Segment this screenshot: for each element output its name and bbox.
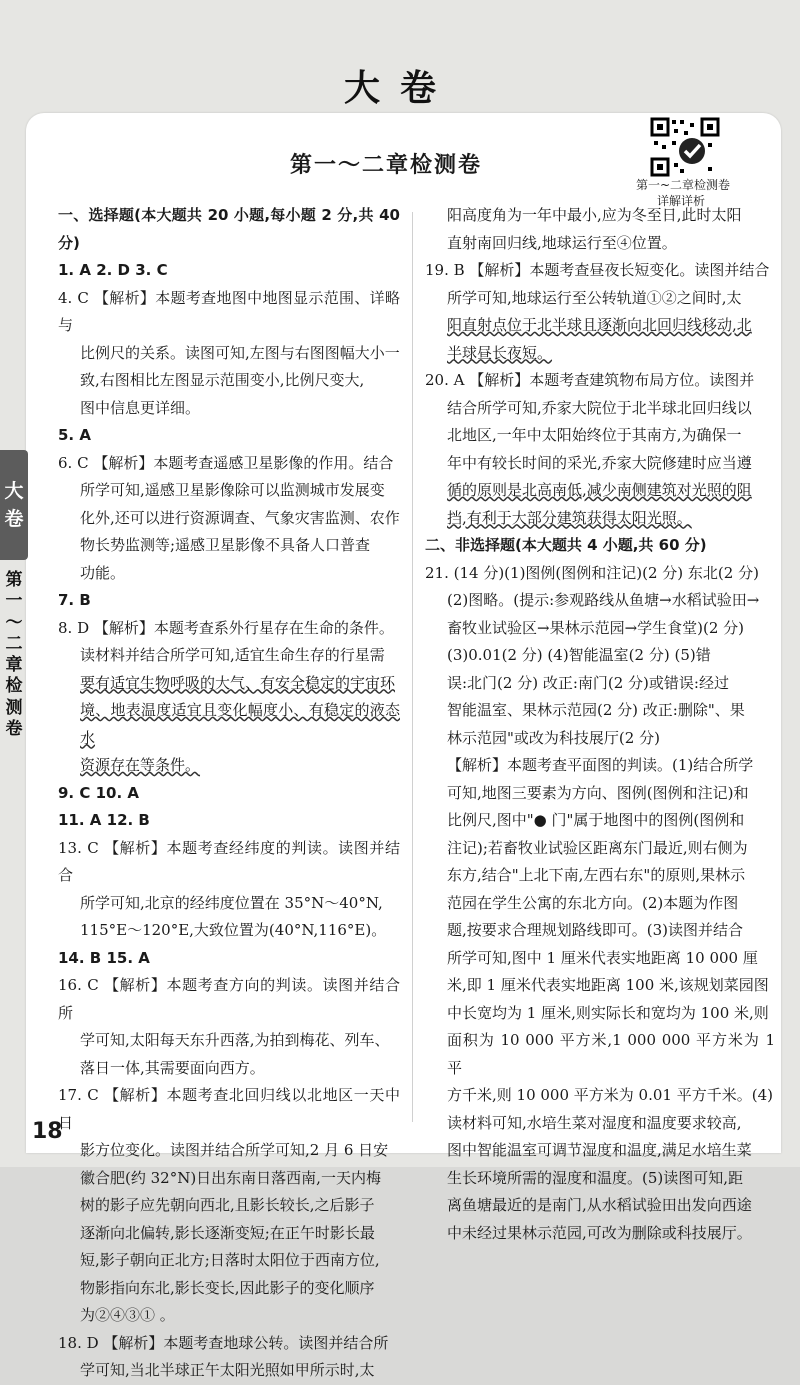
answer-line: 落日一体,其需要面向西方。 — [80, 1058, 265, 1077]
answer-line: 比例尺的关系。读图可知,左图与右图图幅大小一 — [80, 343, 400, 362]
answer-line-underlined: 资源存在等条件。 — [80, 756, 201, 774]
page-number: 18 — [32, 1119, 63, 1144]
answer-line: 所学可知,图中 1 厘米代表实地距离 10 000 厘 — [447, 948, 758, 967]
answer-line: 题,按要求合理规划路线即可。(3)读图并结合 — [447, 921, 744, 939]
side-tab-bottom: 卷 — [4, 508, 24, 530]
answer-line: 所学可知,地球运行至公转轨道①②之间时,太 — [447, 288, 742, 307]
answer-line: 误:北门(2 分) 改正:南门(2 分)或错误:经过 — [447, 673, 729, 692]
answer-line: 化外,还可以进行资源调查、气象灾害监测、农作 — [80, 508, 400, 527]
answer-line: 逐渐向北偏转,影长逐渐变短;在正午时影长最 — [80, 1223, 375, 1242]
qr-sublabel: 详解详析 — [657, 194, 706, 208]
answer-line: 115°E～120°E,大致位置为(40°N,116°E)。 — [80, 921, 387, 939]
answer-line: 畜牧业试验区→果林示范园→学生食堂)(2 分) — [447, 618, 745, 637]
answer-line: 11. A 12. B — [58, 811, 150, 829]
answer-line: 图中信息更详细。 — [80, 398, 201, 417]
answer-line: 阳高度角为一年中最小,应为冬至日,此时太阳 — [447, 206, 742, 224]
answer-line: 年中有较长时间的采光,乔家大院修建时应当遵 — [447, 453, 752, 472]
answer-line-underlined: 循的原则是北高南低,减少南侧建筑对光照的阻 — [447, 481, 752, 499]
column-divider — [412, 212, 413, 1122]
answer-line: 7. B — [58, 591, 91, 609]
volume-side-tab — [0, 450, 28, 560]
page-title: 第一～二章检测卷 — [290, 153, 483, 178]
answer-line: 东方,结合"上北下南,左西右东"的原则,果林示 — [447, 866, 746, 884]
answer-line: 中未经过果林示范园,可改为删除或科技展厅。 — [447, 1223, 752, 1242]
answer-line: 短,影子朝向正北方;日落时太阳位于西南方位, — [80, 1251, 380, 1269]
answer-line: 19. B 【解析】本题考查昼夜长短变化。读图并结合 — [425, 261, 770, 279]
side-tab-top: 大 — [4, 479, 24, 502]
answer-line: 树的影子应先朝向西北,且影长较长,之后影子 — [80, 1196, 375, 1214]
answer-line: 离鱼塘最近的是南门,从水稻试验田出发向西途 — [447, 1196, 752, 1214]
answer-line: 【解析】本题考查平面图的判读。(1)结合所学 — [447, 756, 754, 774]
answer-line: 结合所学可知,乔家大院位于北半球北回归线以 — [447, 398, 752, 417]
answer-line: (3)0.01(2 分) (4)智能温室(2 分) (5)错 — [447, 646, 711, 664]
answer-line-underlined: 要有适宜生物呼吸的大气、有安全稳定的宇宙环 — [80, 673, 396, 692]
answer-line-underlined: 半球昼长夜短。 — [447, 343, 553, 362]
qr-label: 第一~二章检测卷 — [636, 178, 731, 192]
section-heading: 二、非选择题(本大题共 4 小题,共 60 分) — [425, 536, 707, 554]
answer-line: 比例尺,图中"● 门"属于地图中的图例(图例和 — [447, 811, 745, 829]
answer-line: 米,即 1 厘米代表实地距离 100 米,该规划菜园图 — [447, 976, 769, 994]
answer-line: 直射南回归线,地球运行至④位置。 — [447, 233, 677, 252]
answer-line-underlined: 境、地表温度适宜且变化幅度小、有稳定的液态水 — [80, 701, 400, 747]
answer-line: 智能温室、果林示范园(2 分) 改正:删除"、果 — [447, 701, 745, 719]
answer-line: 中长宽均为 1 厘米,则实际长和宽均为 100 米,则 — [447, 1003, 769, 1022]
answer-line: 所学可知,遥感卫星影像除可以监测城市发展变 — [80, 481, 385, 499]
answer-line: 功能。 — [80, 563, 126, 582]
answer-line: 9. C 10. A — [58, 783, 139, 802]
qr-code-icon[interactable] — [650, 117, 720, 177]
answer-line: 学可知,太阳每天东升西落,为拍到梅花、列车、 — [80, 1031, 390, 1049]
section-heading: 一、选择题(本大题共 20 小题,每小题 2 分,共 40 分) — [58, 206, 400, 252]
left-column — [58, 202, 400, 1385]
answer-line: 方千米,则 10 000 平方米为 0.01 平方千米。(4) — [447, 1086, 773, 1104]
answer-line: 所学可知,北京的经纬度位置在 35°N～40°N, — [80, 893, 383, 912]
answer-line: 徽合肥(约 32°N)日出东南日落西南,一天内梅 — [80, 1168, 381, 1187]
answer-line: 学可知,当北半球正午太阳光照如甲所示时,太 — [80, 1361, 375, 1379]
answer-line: 生长环境所需的湿度和温度。(5)读图可知,距 — [447, 1168, 744, 1187]
answer-line: 影方位变化。读图并结合所学可知,2 月 6 日安 — [80, 1141, 389, 1159]
answer-line: 6. C 【解析】本题考查遥感卫星影像的作用。结合 — [58, 453, 394, 472]
answer-line: 18. D 【解析】本题考查地球公转。读图并结合所 — [58, 1333, 389, 1352]
answer-line: 8. D 【解析】本题考查系外行星存在生命的条件。 — [58, 618, 394, 637]
answer-line: 物长势监测等;遥感卫星影像不具备人口普查 — [80, 536, 371, 554]
right-column — [425, 202, 775, 1247]
answer-line: 为②④③① 。 — [80, 1306, 175, 1324]
answer-line: 致,右图相比左图显示范围变小,比例尺变大, — [80, 371, 365, 389]
answer-line: 1. A 2. D 3. C — [58, 261, 168, 279]
answer-line: 林示范园"或改为科技展厅(2 分) — [447, 728, 660, 747]
answer-line: 13. C 【解析】本题考查经纬度的判读。读图并结合 — [58, 838, 400, 884]
answer-line: 21. (14 分)(1)图例(图例和注记)(2 分) 东北(2 分) — [425, 563, 759, 582]
volume-title: 大卷 — [343, 68, 456, 109]
answer-line: 北地区,一年中太阳始终位于其南方,为确保一 — [447, 426, 742, 444]
answer-line: 5. A — [58, 426, 91, 444]
answer-line: 图中智能温室可调节湿度和温度,满足水培生菜 — [447, 1141, 752, 1159]
answer-line-underlined: 挡,有利于大部分建筑获得太阳光照。 — [447, 508, 692, 527]
answer-line: 20. A 【解析】本题考查建筑物布局方位。读图并 — [425, 371, 755, 389]
answer-line: 物影指向东北,影长变长,因此影子的变化顺序 — [80, 1278, 375, 1297]
answer-line: 注记);若畜牧业试验区距离东门最近,则右侧为 — [447, 838, 748, 857]
answer-line: 范园在学生公寓的东北方向。(2)本题为作图 — [447, 893, 739, 912]
answer-line: 读材料并结合所学可知,适宜生命生存的行星需 — [80, 646, 385, 664]
answer-line: 17. C 【解析】本题考查北回归线以北地区一天中日 — [58, 1086, 400, 1132]
answer-line: 14. B 15. A — [58, 948, 150, 967]
answer-line: 读材料可知,水培生菜对湿度和温度要求较高, — [447, 1113, 742, 1132]
answer-line: 16. C 【解析】本题考查方向的判读。读图并结合所 — [58, 976, 400, 1022]
answer-line: 可知,地图三要素为方向、图例(图例和注记)和 — [447, 783, 749, 802]
answer-line-underlined: 阳直射点位于北半球且逐渐向北回归线移动,北 — [447, 316, 752, 334]
answer-line: (2)图略。(提示:参观路线从鱼塘→水稻试验田→ — [447, 591, 760, 609]
answer-line: 面积为 10 000 平方米,1 000 000 平方米为 1 平 — [447, 1031, 775, 1077]
chapter-side-label: 第一～二章检测卷 — [5, 570, 23, 739]
answer-line: 4. C 【解析】本题考查地图中地图显示范围、详略与 — [58, 288, 400, 334]
